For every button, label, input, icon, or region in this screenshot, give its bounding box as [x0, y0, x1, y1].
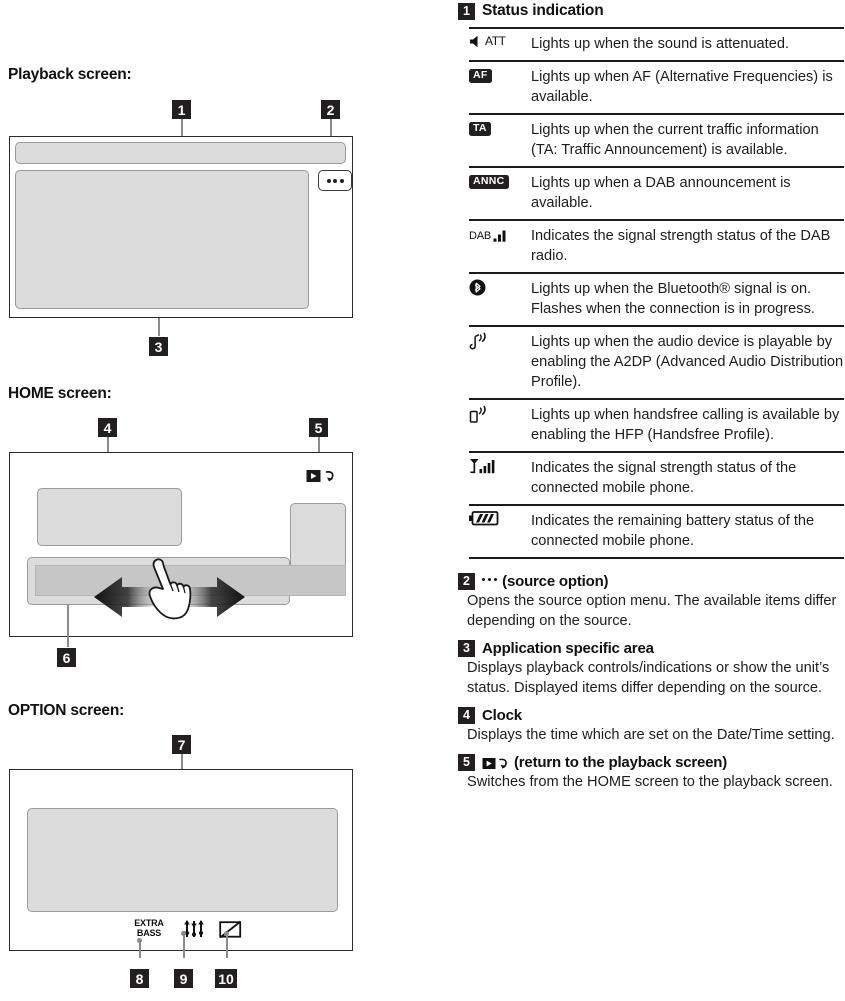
extra-bass-line2: BASS	[136, 928, 162, 938]
list-item	[455, 640, 845, 698]
item-3-badge: 3	[458, 640, 475, 657]
source-option-dots-icon	[482, 578, 497, 581]
ta-tag-icon: TA	[469, 122, 491, 136]
item-3-body: Displays playback controls/indications or show the unit’s status. Displayed items differ depending on the source.	[467, 660, 830, 696]
item-2-title	[482, 573, 608, 590]
battery-icon-cell	[469, 505, 531, 558]
status-indication-heading	[458, 2, 845, 20]
table-row	[469, 167, 844, 220]
hand-pointer-icon	[141, 558, 197, 621]
dot-1-icon	[327, 179, 331, 183]
item-5-title-row	[458, 754, 845, 771]
item-2-title-row	[458, 573, 845, 590]
option-screen-title: OPTION screen:	[8, 702, 125, 719]
callout-badge-6: 6	[57, 648, 76, 667]
callout-badge-7: 7	[172, 735, 191, 754]
bluetooth-icon	[469, 279, 486, 296]
att-icon	[469, 34, 506, 48]
table-row	[469, 326, 844, 399]
status-heading-badge: 1	[458, 3, 475, 20]
table-row	[469, 399, 844, 452]
right-description-column	[455, 0, 845, 1001]
home-screen-title: HOME screen:	[8, 385, 112, 402]
ta-icon-cell	[469, 114, 531, 167]
source-option-button[interactable]	[318, 170, 352, 191]
playback-status-bar	[15, 142, 346, 164]
a2dp-audio-icon	[469, 332, 489, 351]
option-content-panel	[27, 808, 338, 912]
dot-2-icon	[488, 578, 491, 581]
dab-text: DAB	[469, 230, 492, 242]
speaker-mute-icon	[469, 35, 484, 48]
dot-1-icon	[482, 578, 485, 581]
table-row	[469, 505, 844, 558]
table-row	[469, 273, 844, 326]
return-playback-glyph	[306, 469, 323, 484]
return-playback-icon	[482, 756, 509, 771]
phone-signal-desc: Indicates the signal strength status of the connected mobile phone.	[531, 452, 844, 505]
dab-icon-cell	[469, 220, 531, 273]
item-5-title-text: (return to the playback screen)	[514, 754, 728, 771]
af-desc: Lights up when AF (Alternative Frequencies) is available.	[531, 61, 844, 114]
att-desc: Lights up when the sound is attenuated.	[531, 28, 844, 61]
battery-desc: Indicates the remaining battery status of the connected mobile phone.	[531, 505, 844, 558]
status-heading-label: Status indication	[482, 2, 604, 19]
hfp-desc: Lights up when handsfree calling is available by enabling the HFP (Handsfree Profile).	[531, 399, 844, 452]
return-arrow-glyph	[498, 756, 509, 771]
phone-signal-icon-cell	[469, 452, 531, 505]
list-item	[455, 754, 845, 792]
return-playback-glyph	[482, 757, 498, 771]
table-row	[469, 28, 844, 61]
af-tag-icon: AF	[469, 69, 492, 83]
status-indication-table	[469, 27, 844, 559]
ta-desc: Lights up when the current traffic information (TA: Traffic Announcement) is available.	[531, 114, 844, 167]
playback-screen-title: Playback screen:	[8, 66, 132, 83]
home-screen-frame	[9, 452, 353, 637]
table-row	[469, 114, 844, 167]
callout-badge-1: 1	[172, 100, 191, 119]
item-4-title: Clock	[482, 707, 522, 724]
dab-desc: Indicates the signal strength status of the DAB radio.	[531, 220, 844, 273]
leader-line-9	[183, 933, 185, 958]
item-3-title-row	[458, 640, 845, 657]
table-row	[469, 61, 844, 114]
callout-badge-10: 10	[215, 969, 237, 988]
bluetooth-desc: Lights up when the Bluetooth® signal is on. Flashes when the connection is in progress.	[531, 273, 844, 326]
signal-bars-glyph	[493, 229, 508, 242]
leader-line-3	[158, 318, 160, 336]
option-screen-frame	[9, 769, 353, 951]
item-2-body: Opens the source option menu. The available items differ depending on the source.	[467, 593, 837, 629]
playback-application-area	[15, 170, 309, 309]
hfp-icon-cell	[469, 399, 531, 452]
leader-line-6	[67, 605, 69, 647]
item-2-title-text: (source option)	[502, 573, 609, 590]
item-5-badge: 5	[458, 754, 475, 771]
annc-desc: Lights up when a DAB announcement is available.	[531, 167, 844, 220]
item-3-title: Application specific area	[482, 640, 654, 657]
callout-badge-8: 8	[130, 969, 149, 988]
home-clock-panel	[37, 488, 182, 546]
item-5-title	[482, 754, 727, 771]
phone-signal-icon	[469, 458, 496, 474]
hfp-handsfree-icon	[469, 405, 489, 424]
item-4-title-row	[458, 707, 845, 724]
numbered-descriptions-list	[455, 573, 845, 792]
callout-badge-2: 2	[321, 100, 340, 119]
dot-3-icon	[494, 578, 497, 581]
display-off-icon[interactable]	[219, 920, 243, 940]
sound-setting-sliders-icon[interactable]	[183, 918, 205, 940]
callout-badge-5: 5	[309, 418, 328, 437]
table-row	[469, 452, 844, 505]
item-4-badge: 4	[458, 707, 475, 724]
att-icon-cell	[469, 28, 531, 61]
list-item	[455, 573, 845, 631]
dab-signal-icon	[469, 229, 508, 242]
att-text: ATT	[485, 34, 506, 48]
a2dp-icon-cell	[469, 326, 531, 399]
extra-bass-icon-label	[123, 918, 175, 938]
battery-icon	[469, 511, 499, 526]
dot-2-icon	[333, 179, 337, 183]
leader-line-1	[181, 119, 183, 137]
leader-line-8	[139, 940, 141, 958]
af-icon-cell	[469, 61, 531, 114]
return-playback-icon[interactable]	[306, 466, 344, 486]
item-4-body: Displays the time which are set on the Date/Time setting.	[467, 727, 835, 743]
annc-icon-cell	[469, 167, 531, 220]
table-row	[469, 220, 844, 273]
bluetooth-icon-cell	[469, 273, 531, 326]
callout-badge-9: 9	[174, 969, 193, 988]
list-item	[455, 707, 845, 745]
a2dp-desc: Lights up when the audio device is playable by enabling the A2DP (Advanced Audio Distribution Profile).	[531, 326, 844, 399]
item-5-body: Switches from the HOME screen to the playback screen.	[467, 774, 833, 790]
return-arrow-glyph	[324, 468, 336, 484]
leader-line-10	[226, 933, 228, 958]
playback-screen-frame	[9, 136, 353, 318]
callout-badge-3: 3	[149, 337, 168, 356]
extra-bass-line1: EXTRA	[134, 918, 164, 928]
item-2-badge: 2	[458, 573, 475, 590]
annc-tag-icon: ANNC	[469, 175, 509, 189]
dot-3-icon	[340, 179, 344, 183]
callout-badge-4: 4	[98, 418, 117, 437]
